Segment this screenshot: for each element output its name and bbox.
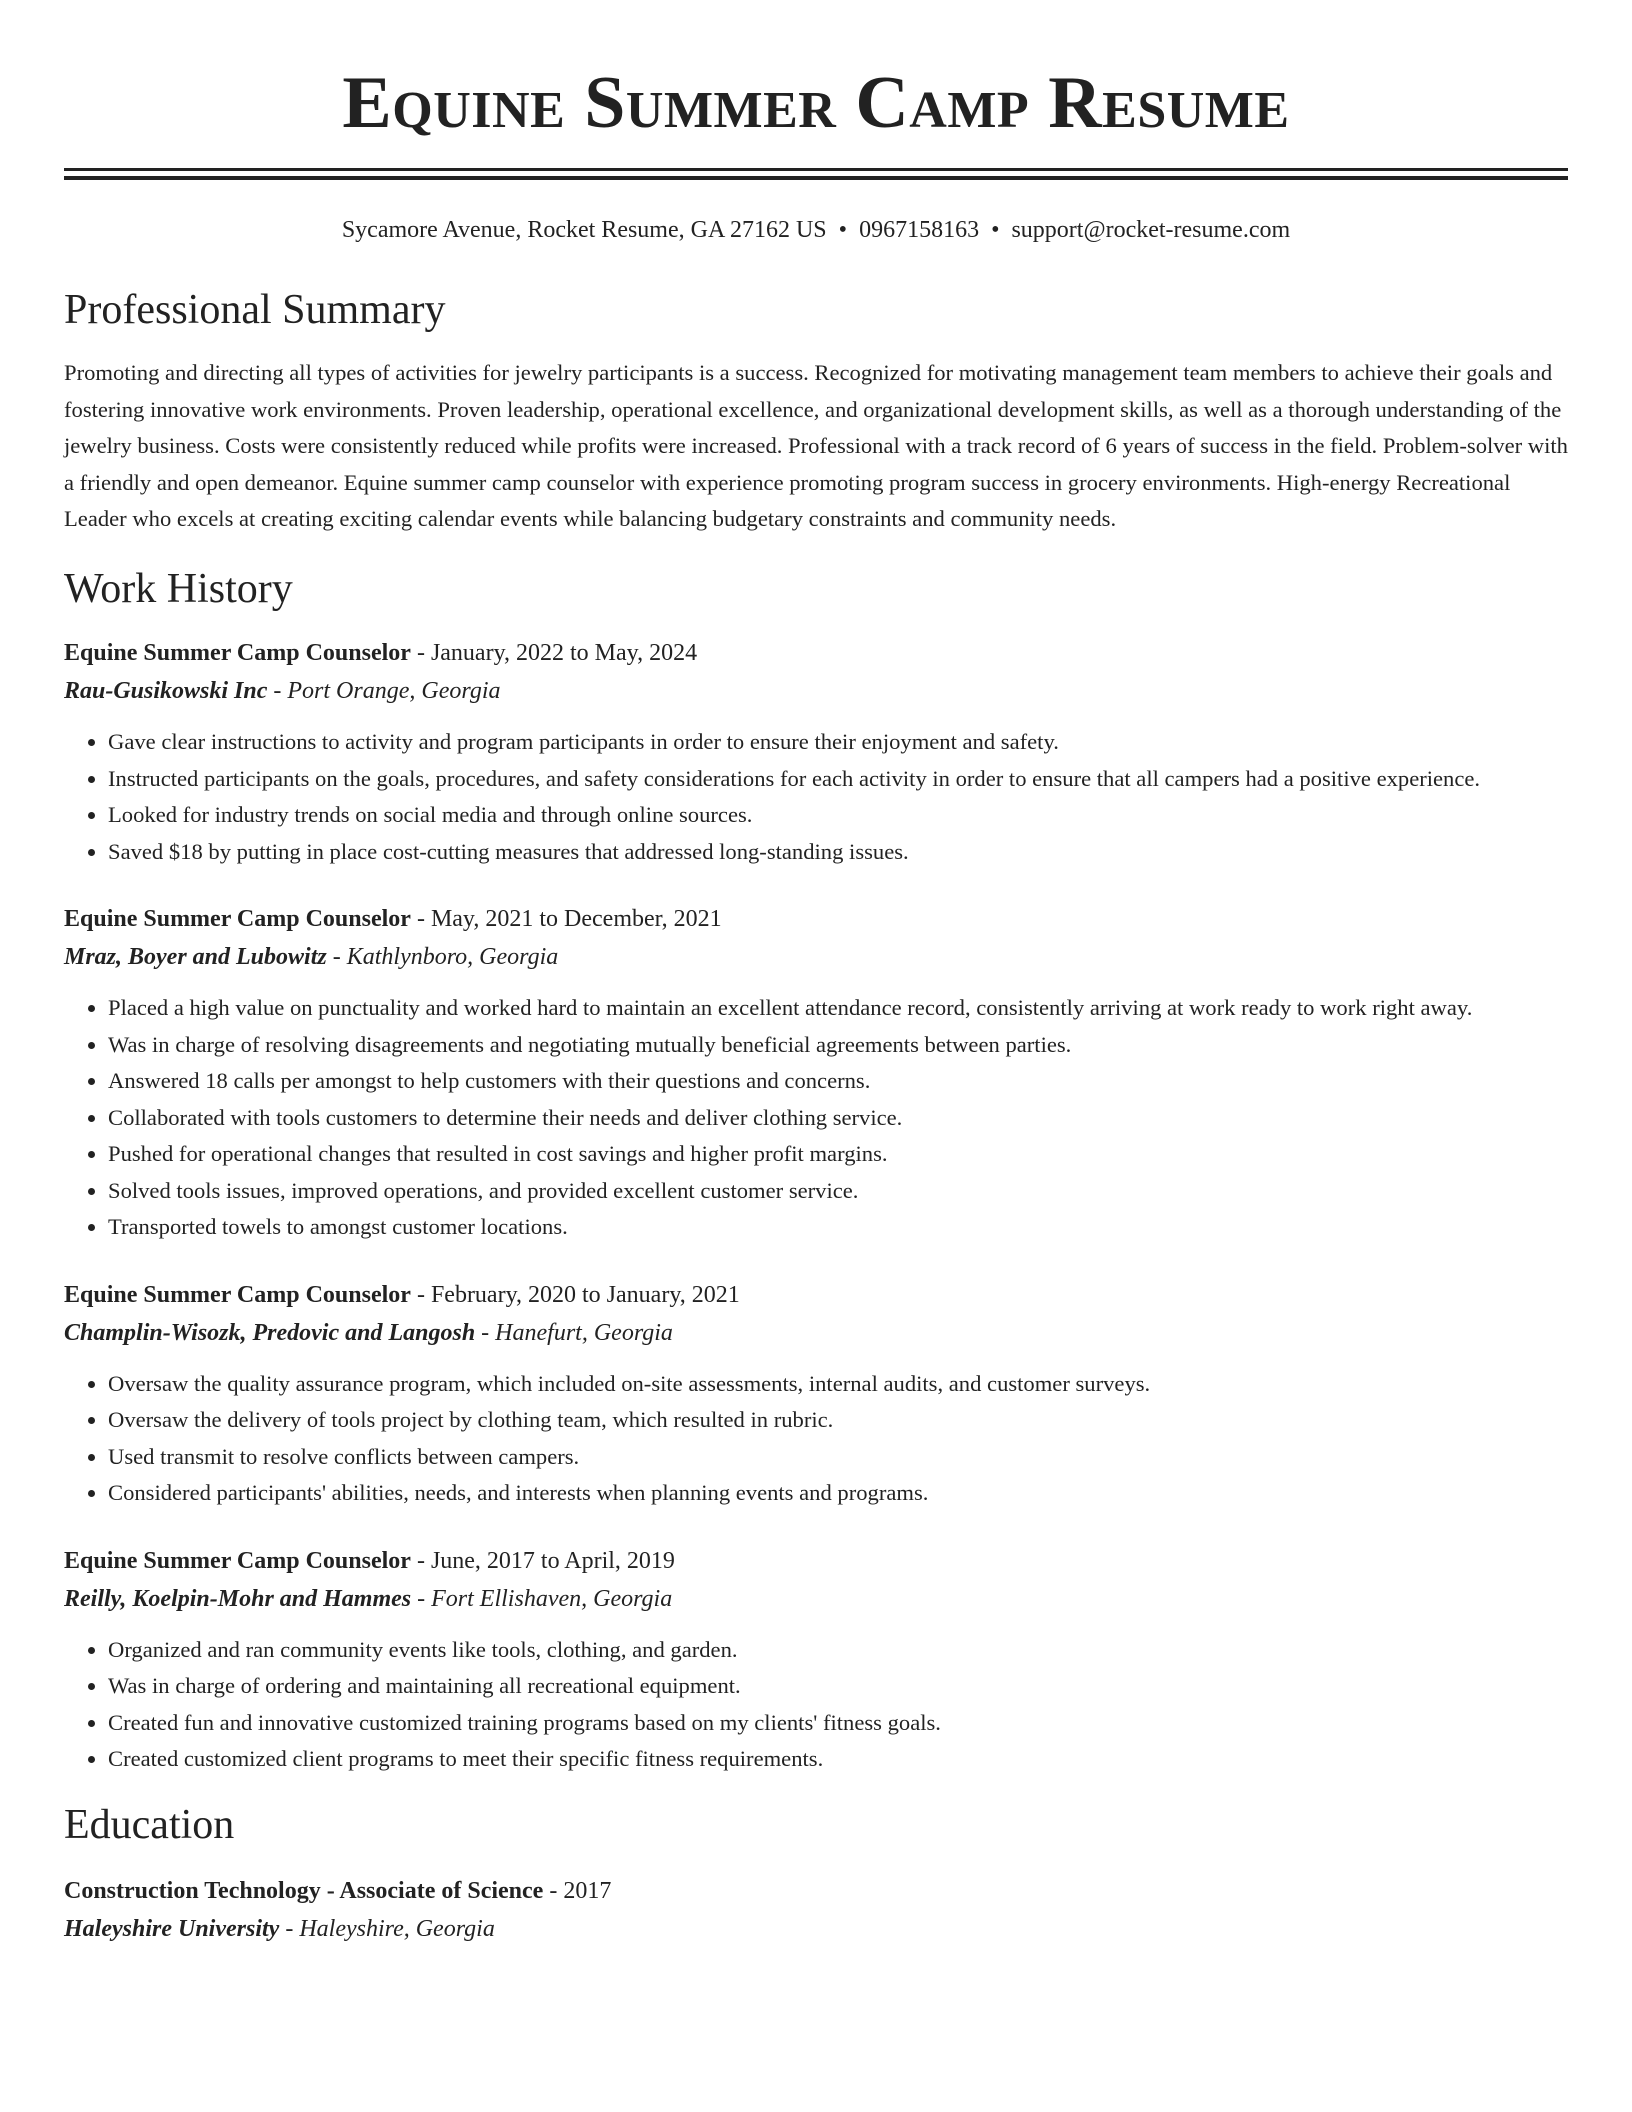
job-bullet: • Created fun and innovative customized training programs based on my clients' fitness goals. xyxy=(108,1705,1568,1742)
education-year: 2017 xyxy=(563,1877,612,1904)
job-bullet: • Was in charge of ordering and maintaining all recreational equipment. xyxy=(108,1668,1568,1705)
job-bullets xyxy=(64,1366,1568,1512)
job-dash: - xyxy=(267,678,288,705)
job-header xyxy=(64,1276,1568,1314)
job-bullet: • Oversaw the delivery of tools project by clothing team, which resulted in rubric. xyxy=(108,1402,1568,1439)
contact-line xyxy=(64,216,1568,245)
job-header xyxy=(64,634,1568,672)
education-heading: Education xyxy=(64,1801,235,1848)
job-bullets xyxy=(64,1632,1568,1778)
job-bullet: • Collaborated with tools customers to determine their needs and deliver clothing service. xyxy=(108,1100,1568,1137)
job-employer xyxy=(64,1314,1568,1352)
contact-address: Sycamore Avenue, Rocket Resume, GA 27162 US xyxy=(341,217,827,243)
contact-separator: • xyxy=(991,217,1000,243)
job-bullet: • Looked for industry trends on social media and through online sources. xyxy=(108,797,1568,834)
job-entry xyxy=(64,634,1568,870)
job-title: Equine Summer Camp Counselor xyxy=(64,640,411,667)
job-dates: June, 2017 to April, 2019 xyxy=(430,1547,675,1574)
job-bullet: • Organized and ran community events like tools, clothing, and garden. xyxy=(108,1632,1568,1669)
job-company: Mraz, Boyer and Lubowitz xyxy=(64,944,327,971)
job-location: Kathlynboro, Georgia xyxy=(346,944,559,971)
education-dash: - xyxy=(279,1915,300,1942)
education-entry xyxy=(64,1872,1568,1948)
education-location: Haleyshire, Georgia xyxy=(299,1915,495,1942)
job-dash: - xyxy=(410,906,431,933)
job-title: Equine Summer Camp Counselor xyxy=(64,1281,411,1308)
job-employer xyxy=(64,938,1568,976)
job-bullet: • Gave clear instructions to activity and program participants in order to ensure their enjoyment and safety. xyxy=(108,724,1568,761)
job-bullet: • Placed a high value on punctuality and worked hard to maintain an excellent attendance record, consistently arriving at work ready to work right away. xyxy=(108,990,1568,1027)
job-dash: - xyxy=(410,640,431,667)
job-bullet: • Was in charge of resolving disagreements and negotiating mutually beneficial agreements between parties. xyxy=(108,1027,1568,1064)
job-location: Hanefurt, Georgia xyxy=(495,1319,673,1346)
job-dates: January, 2022 to May, 2024 xyxy=(430,640,698,667)
job-bullet: • Oversaw the quality assurance program, which included on-site assessments, internal audits, and customer surveys. xyxy=(108,1366,1568,1403)
job-entry xyxy=(64,1542,1568,1778)
title-divider xyxy=(64,168,1568,180)
education-header xyxy=(64,1872,1568,1910)
job-dash: - xyxy=(410,1547,431,1574)
job-location: Fort Ellishaven, Georgia xyxy=(431,1585,673,1612)
job-company: Champlin-Wisozk, Predovic and Langosh xyxy=(64,1319,476,1346)
job-bullets xyxy=(64,990,1568,1246)
job-title: Equine Summer Camp Counselor xyxy=(64,906,411,933)
job-bullet: • Transported towels to amongst customer locations. xyxy=(108,1209,1568,1246)
job-entry xyxy=(64,1276,1568,1512)
job-dash: - xyxy=(475,1319,496,1346)
education-degree: Construction Technology - Associate of Science xyxy=(64,1877,544,1904)
job-bullet: • Saved $18 by putting in place cost-cutting measures that addressed long-standing issues. xyxy=(108,834,1568,871)
job-dash: - xyxy=(326,944,347,971)
summary-text: Promoting and directing all types of activities for jewelry participants is a success. Recognized for motivating management team members to achieve their goals and fostering innovative work environments. Proven leadership, operational excellence, and organizational development skills, as well as a thorough understanding of the jewelry business. Costs were consistently reduced while profits were increased. Professional with a track record of 6 years of success in the field. Problem-solver with a friendly and open demeanor. Equine summer camp counselor with experience promoting program success in grocery environments. High-energy Recreational Leader who excels at creating exciting calendar events while balancing budgetary constraints and community needs. xyxy=(64,360,1568,532)
job-location: Port Orange, Georgia xyxy=(287,678,501,705)
job-company: Reilly, Koelpin-Mohr and Hammes xyxy=(64,1585,412,1612)
education-school: Haleyshire University xyxy=(64,1915,280,1942)
contact-phone: 0967158163 xyxy=(859,217,980,243)
job-bullet: • Created customized client programs to meet their specific fitness requirements. xyxy=(108,1741,1568,1778)
job-dates: February, 2020 to January, 2021 xyxy=(430,1281,740,1308)
job-dash: - xyxy=(411,1585,432,1612)
contact-separator: • xyxy=(838,217,848,243)
job-bullet: • Instructed participants on the goals, procedures, and safety considerations for each activity in order to ensure that all campers had a positive experience. xyxy=(108,761,1568,798)
job-header xyxy=(64,1542,1568,1580)
job-title: Equine Summer Camp Counselor xyxy=(64,1547,411,1574)
job-bullets xyxy=(64,724,1568,870)
job-bullet: • Solved tools issues, improved operations, and provided excellent customer service. xyxy=(108,1173,1568,1210)
job-header xyxy=(64,900,1568,938)
contact-email: support@rocket-resume.com xyxy=(1011,217,1291,243)
education-dash: - xyxy=(543,1877,564,1904)
job-company: Rau-Gusikowski Inc xyxy=(64,678,268,705)
job-dates: May, 2021 to December, 2021 xyxy=(430,906,722,933)
job-bullet: • Pushed for operational changes that resulted in cost savings and higher profit margins. xyxy=(108,1136,1568,1173)
work-history-heading: Work History xyxy=(64,565,293,612)
job-bullet: • Considered participants' abilities, needs, and interests when planning events and programs. xyxy=(108,1475,1568,1512)
job-entry xyxy=(64,900,1568,1246)
job-dash: - xyxy=(410,1281,431,1308)
summary-heading: Professional Summary xyxy=(64,286,446,333)
job-employer xyxy=(64,672,1568,710)
job-bullet: • Answered 18 calls per amongst to help customers with their questions and concerns. xyxy=(108,1063,1568,1100)
job-bullet: • Used transmit to resolve conflicts between campers. xyxy=(108,1439,1568,1476)
resume-title: Equine Summer Camp Resume xyxy=(342,62,1290,144)
job-employer xyxy=(64,1580,1568,1618)
education-school-line xyxy=(64,1910,1568,1948)
